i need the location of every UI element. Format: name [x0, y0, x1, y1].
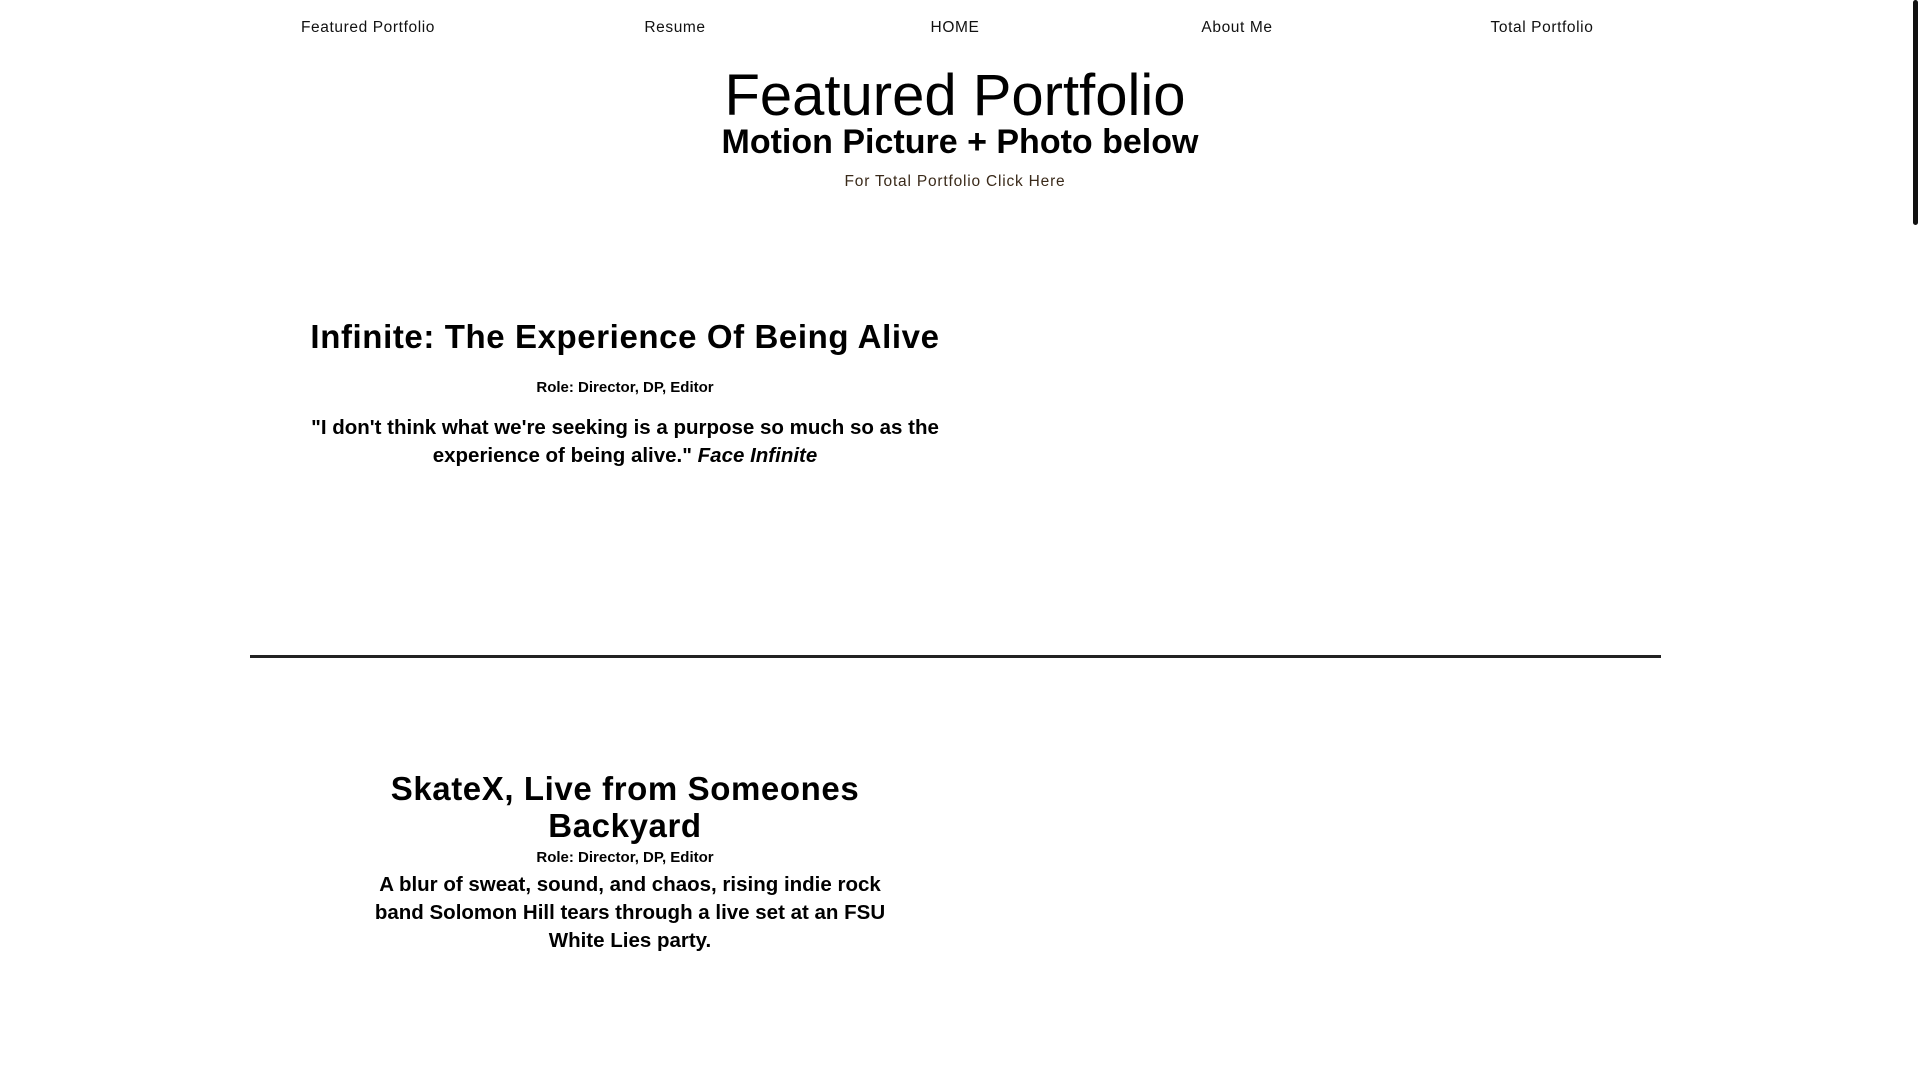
quote-source: Face Infinite: [697, 444, 818, 467]
project-description: A blur of sweat, sound, and chaos, rising indie rock band Solomon Hill tears through a live set at an FSU White Lies party.: [374, 873, 886, 952]
scrollbar-thumb[interactable]: [1913, 0, 1918, 225]
nav-item-about-me[interactable]: About Me: [1201, 19, 1273, 36]
total-portfolio-link[interactable]: For Total Portfolio Click Here: [844, 173, 1066, 190]
page-subtitle: Motion Picture + Photo below: [721, 123, 1199, 161]
project-skatex: [360, 770, 890, 955]
section-divider: [250, 655, 1661, 658]
nav-item-home[interactable]: HOME: [930, 19, 980, 36]
project-infinite: [300, 318, 950, 470]
project-title: SkateX, Live from Someones Backyard: [390, 770, 860, 844]
project-title: Infinite: The Experience Of Being Alive: [310, 318, 940, 355]
quote-text: "I don't think what we're seeking is a purpose so much so as the experience of being alive.": [311, 416, 939, 467]
nav-item-total-portfolio[interactable]: Total Portfolio: [1490, 19, 1594, 36]
top-nav: [0, 19, 1920, 39]
page-title: Featured Portfolio: [724, 63, 1186, 128]
project-role: Role: Director, DP, Editor: [536, 849, 714, 866]
project-quote: [300, 414, 950, 470]
project-role: Role: Director, DP, Editor: [536, 379, 714, 396]
nav-item-featured-portfolio[interactable]: Featured Portfolio: [300, 19, 436, 36]
nav-item-resume[interactable]: Resume: [644, 19, 706, 36]
scrollbar[interactable]: [1912, 0, 1920, 1080]
